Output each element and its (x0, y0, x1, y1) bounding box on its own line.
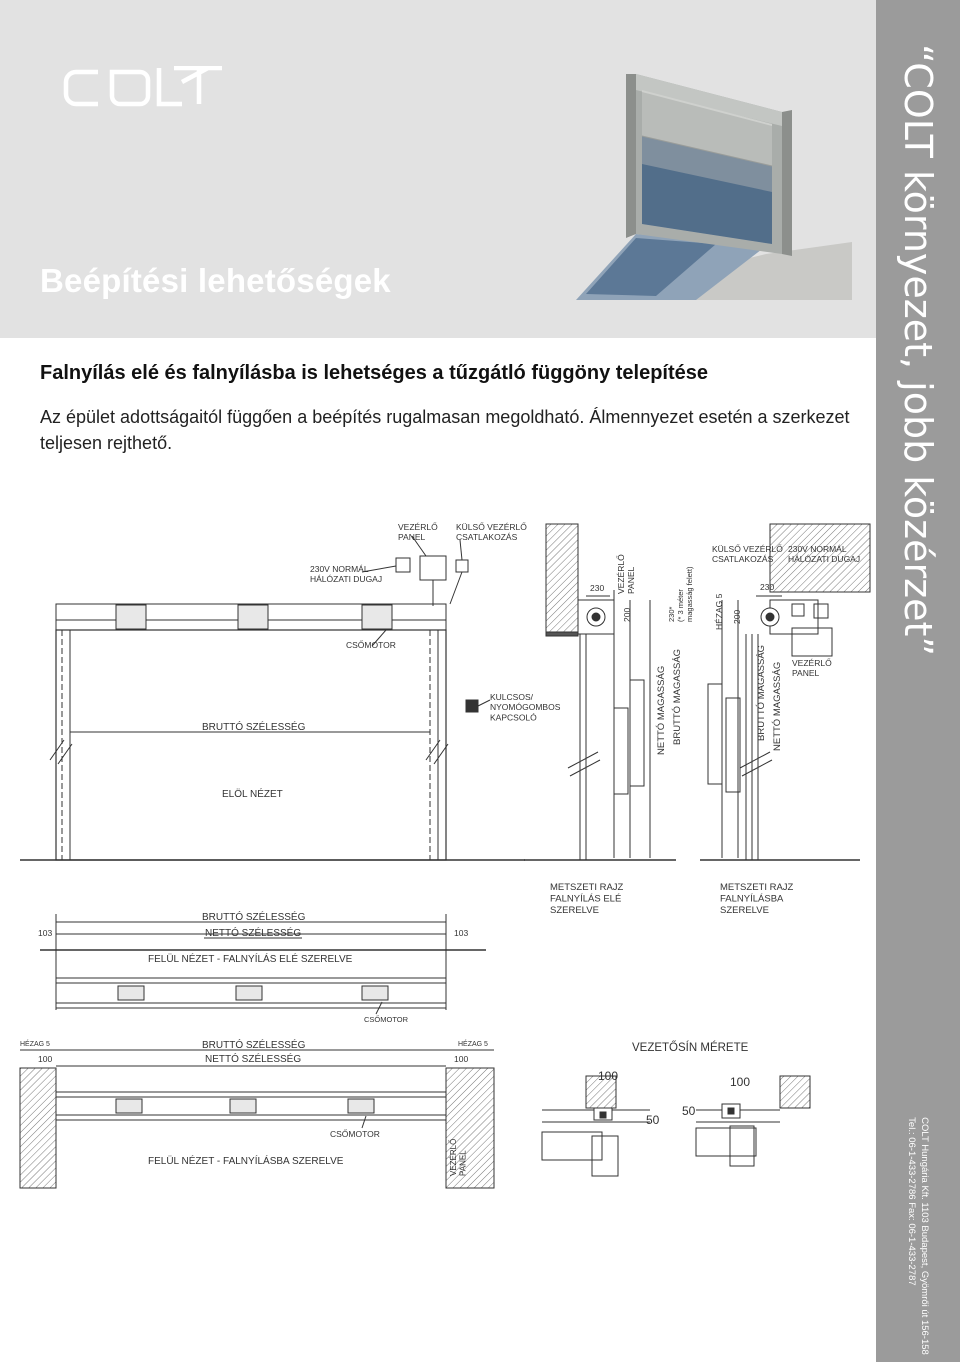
label-brutto-szelesseg: BRUTTÓ SZÉLESSÉG (202, 722, 306, 733)
dim-103-right: 103 (454, 928, 469, 938)
side-tagline: “COLT környezet, jobb közérzet” (896, 43, 940, 657)
dim-rail-50-right: 50 (682, 1104, 696, 1118)
label-top2-csomotor: CSŐMOTOR (330, 1129, 380, 1139)
label-brutto-magassag-left: BRUTTÓ MAGASSÁG (672, 648, 683, 745)
title-top-view-1: FELÜL NÉZET - FALNYÍLÁS ELÉ SZERELVE (148, 954, 353, 965)
dim-100-left: 100 (38, 1054, 53, 1064)
label-hezag-left: HÉZAG 5 (20, 1041, 50, 1048)
body-paragraph: Az épület adottságaitól függően a beépítés rugalmasan megoldható. Álmennyezet esetén a szerkezet teljesen rejthető. (40, 407, 850, 453)
label-hezag-right: HÉZAG 5 (714, 593, 724, 630)
label-csomotor: CSŐMOTOR (346, 640, 396, 650)
label-netto-magassag-left: NETTÓ MAGASSÁG (656, 665, 667, 755)
label-section-vezerlo-panel: VEZÉRLŐPANEL (616, 554, 637, 594)
label-halozati-dugaj: 230V NORMÁL HÁLÓZATI DUGAJ (310, 564, 383, 585)
label-vezerlo-panel: VEZÉRLŐ PANEL (398, 522, 438, 543)
title-guide-rail: VEZETŐSÍN MÉRETE (632, 1042, 749, 1054)
side-contact (905, 1117, 931, 1355)
section-falnyilasba (700, 524, 870, 860)
label-kulso-csatlakozas: KÜLSŐ VEZÉRLŐ CSATLAKOZÁS (456, 522, 527, 543)
caption-section-left: METSZETI RAJZ FALNYÍLÁS ELÉ SZERELVE (550, 882, 624, 916)
dim-rail-100-right: 100 (730, 1075, 751, 1089)
section-falnyilas-ele (524, 524, 676, 860)
contact-address: COLT Hungária Kft. 1103 Budapest, Gyömrői út 156-158 (919, 1117, 930, 1355)
dim-103-left: 103 (38, 928, 53, 938)
label-netto-magassag-right: NETTÓ MAGASSÁG (772, 661, 783, 751)
top-view-falnyilasba (20, 1050, 494, 1188)
dim-230-right: 230 (760, 582, 775, 592)
label-top2-vezerlo-panel: VEZÉRLŐPANEL (449, 1138, 468, 1176)
label-top1-netto: NETTÓ SZÉLESSÉG (205, 928, 302, 939)
label-halozati-right: 230V NORMÁL HÁLÓZATI DUGAJ (788, 544, 861, 565)
label-vezerlo-panel-right: VEZÉRLŐ PANEL (792, 658, 832, 679)
label-hezag-right-top: HÉZAG 5 (458, 1041, 488, 1048)
label-elol-nezet: ELÖL NÉZET (222, 789, 283, 800)
dim-100-right: 100 (454, 1054, 469, 1064)
page-title: Beépítési lehetőségek (40, 262, 391, 299)
guide-rail-detail (542, 1076, 810, 1176)
label-brutto-magassag-right: BRUTTÓ MAGASSÁG (756, 644, 767, 741)
label-top2-brutto: BRUTTÓ SZÉLESSÉG (202, 1040, 306, 1051)
door-render-photo (576, 74, 852, 300)
label-top1-brutto: BRUTTÓ SZÉLESSÉG (202, 912, 306, 923)
dim-rail-100-left: 100 (598, 1069, 619, 1083)
dim-200-right: 200 (732, 609, 742, 624)
colt-logo (62, 66, 226, 117)
label-kulso-csatlakozas-right: KÜLSŐ VEZÉRLŐ CSATLAKOZÁS (712, 544, 783, 565)
front-view (20, 536, 525, 860)
contact-phone: Tel.: 06-1-433-2786 Fax: 06-1-433-2787 (906, 1117, 917, 1286)
dim-200-left: 200 (622, 607, 632, 622)
dim-230-left: 230 (590, 583, 605, 593)
technical-drawing (0, 470, 876, 1362)
caption-section-right: METSZETI RAJZ FALNYÍLÁSBA SZERELVE (720, 882, 794, 916)
colt-logo-mark (62, 66, 226, 112)
section-headline: Falnyílás elé és falnyílásba is lehetséges a tűzgátló függöny telepítése (40, 362, 709, 384)
label-note-3m: 230*(* 3 métermagasság felett) (667, 566, 694, 622)
label-kulcsos-kapcsolo: KULCSOS/ NYOMÓGOMBOS KAPCSOLÓ (490, 692, 561, 723)
dim-rail-50-left: 50 (646, 1113, 660, 1127)
label-top1-csomotor: CSŐMOTOR (364, 1015, 409, 1024)
label-top2-netto: NETTÓ SZÉLESSÉG (205, 1054, 302, 1065)
title-top-view-2: FELÜL NÉZET - FALNYÍLÁSBA SZERELVE (148, 1156, 344, 1167)
